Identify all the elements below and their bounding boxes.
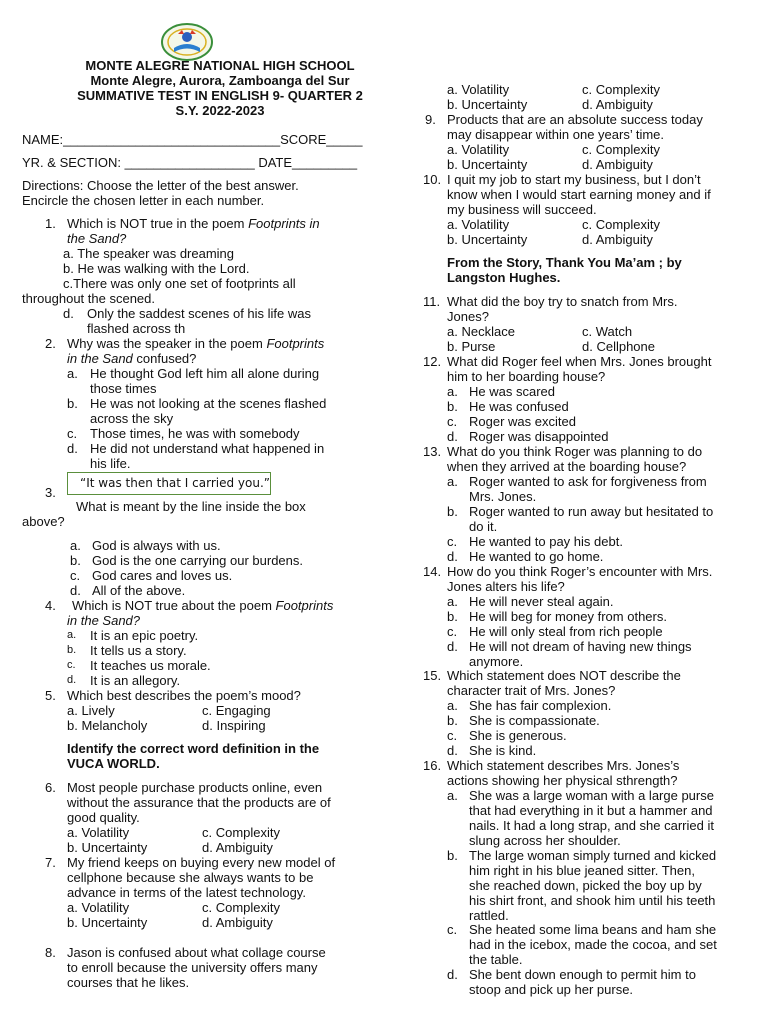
choice-letter: d. bbox=[70, 583, 81, 598]
choice-c[interactable]: c. Complexity bbox=[202, 900, 281, 915]
choice-letter: d. bbox=[447, 743, 458, 758]
question-text: to enroll because the university offers many bbox=[67, 960, 318, 975]
choice-d[interactable]: It is an allegory. bbox=[90, 673, 181, 688]
choice-a[interactable]: a. Lively bbox=[67, 703, 115, 718]
choice-letter: d. bbox=[447, 967, 458, 982]
question-text: Jones? bbox=[447, 309, 489, 324]
question-text: Which best describes the poem’s mood? bbox=[67, 688, 301, 703]
question-text: know when I would start earning money and if bbox=[447, 187, 711, 202]
choice-letter: c. bbox=[67, 426, 78, 441]
choice-a[interactable]: those times bbox=[90, 381, 157, 396]
choice-b[interactable]: b. Uncertainty bbox=[67, 840, 148, 855]
choice-c[interactable]: had in the icebox, made the cocoa, and set bbox=[469, 937, 717, 952]
choice-a[interactable]: nails. It had a long strap, and she carried it bbox=[469, 818, 714, 833]
question-text: character trait of Mrs. Jones? bbox=[447, 683, 616, 698]
choice-b[interactable]: rattled. bbox=[469, 908, 509, 923]
question-number: 13. bbox=[423, 444, 442, 459]
choice-b[interactable]: across the sky bbox=[90, 411, 174, 426]
choice-d[interactable]: All of the above. bbox=[92, 583, 186, 598]
choice-d[interactable]: She is kind. bbox=[469, 743, 537, 758]
question-number: 14. bbox=[423, 564, 442, 579]
question-text: courses that he likes. bbox=[67, 975, 190, 990]
choice-letter: a. bbox=[447, 474, 458, 489]
choice-a[interactable]: a. Volatility bbox=[67, 825, 130, 840]
choice-c[interactable]: c. Complexity bbox=[202, 825, 281, 840]
question-text: Which is NOT true in the poem Footprints in bbox=[67, 216, 320, 231]
question-number: 4. bbox=[45, 598, 56, 613]
choice-letter: d. bbox=[63, 306, 74, 321]
choice-b[interactable]: It tells us a story. bbox=[90, 643, 187, 658]
directions-line: Directions: Choose the letter of the best answer. bbox=[22, 178, 299, 193]
choice-letter: c. bbox=[447, 534, 458, 549]
choice-b[interactable]: He was confused bbox=[469, 399, 569, 414]
choice-b[interactable]: Roger wanted to run away but hesitated to bbox=[469, 504, 714, 519]
choice-d[interactable]: d. Ambiguity bbox=[202, 915, 273, 930]
choice-c[interactable]: Roger was excited bbox=[469, 414, 576, 429]
question-text: Why was the speaker in the poem Footprints bbox=[67, 336, 325, 351]
choice-a[interactable]: He thought God left him all alone during bbox=[90, 366, 320, 381]
choice-a[interactable]: Mrs. Jones. bbox=[469, 489, 537, 504]
question-text: What did the boy try to snatch from Mrs. bbox=[447, 294, 678, 309]
choice-d[interactable]: d. Ambiguity bbox=[202, 840, 273, 855]
choice-b[interactable]: him right in his blue jeaned sitter. Then, bbox=[469, 863, 695, 878]
choice-a[interactable]: He will never steal again. bbox=[469, 594, 614, 609]
question-text: Which statement describes Mrs. Jones’s bbox=[447, 758, 680, 773]
choice-d[interactable]: He wanted to go home. bbox=[469, 549, 604, 564]
question-text: Products that are an absolute success today bbox=[447, 112, 703, 127]
choice-a[interactable]: She was a large woman with a large purse bbox=[469, 788, 714, 803]
test-title: SUMMATIVE TEST IN ENGLISH 9- QUARTER 2 bbox=[77, 88, 363, 103]
choice-a[interactable]: that had everything in it but a hammer and bbox=[469, 803, 713, 818]
choice-letter: c. bbox=[70, 568, 81, 583]
choice-c[interactable]: It teaches us morale. bbox=[90, 658, 211, 673]
school-address: Monte Alegre, Aurora, Zamboanga del Sur bbox=[90, 73, 350, 88]
choice-d[interactable]: anymore. bbox=[469, 654, 524, 669]
question-text: Jones alters his life? bbox=[447, 579, 565, 594]
question-text: How do you think Roger’s encounter with Mrs. bbox=[447, 564, 713, 579]
choice-letter: a. bbox=[67, 629, 77, 641]
choice-letter: b. bbox=[447, 504, 458, 519]
question-number: 3. bbox=[45, 485, 56, 500]
question-number: 2. bbox=[45, 336, 56, 351]
question-number: 10. bbox=[423, 172, 442, 187]
choice-b[interactable]: she reached down, picked the boy up by bbox=[469, 878, 702, 893]
choice-letter: d. bbox=[67, 674, 77, 686]
choice-c[interactable]: She is generous. bbox=[469, 728, 567, 743]
choice-a[interactable]: a. Volatility bbox=[67, 900, 130, 915]
question-number: 7. bbox=[45, 855, 56, 870]
question-text: Which statement does NOT describe the bbox=[447, 668, 681, 683]
question-text: the Sand? bbox=[67, 231, 127, 246]
choice-letter: b. bbox=[447, 848, 458, 863]
choice-d[interactable]: d. Ambiguity bbox=[582, 157, 653, 172]
choice-letter: c. bbox=[447, 728, 458, 743]
section-date-line[interactable]: YR. & SECTION: __________________ DATE_________ bbox=[22, 155, 358, 170]
choice-letter: a. bbox=[67, 366, 78, 381]
question-text: in the Sand confused? bbox=[67, 351, 197, 366]
choice-c[interactable]: c. Complexity bbox=[582, 142, 661, 157]
choice-letter: a. bbox=[447, 384, 458, 399]
choice-letter: b. bbox=[70, 553, 81, 568]
choice-c[interactable]: Those times, he was with somebody bbox=[90, 426, 300, 441]
choice-c[interactable]: c. Complexity bbox=[582, 217, 661, 232]
choice-d[interactable]: d. Inspiring bbox=[202, 718, 266, 733]
choice-b[interactable]: b. Melancholy bbox=[67, 718, 148, 733]
choice-d[interactable]: d. Ambiguity bbox=[582, 97, 653, 112]
question-text: above? bbox=[22, 514, 65, 529]
choice-letter: d. bbox=[447, 549, 458, 564]
choice-b[interactable]: do it. bbox=[469, 519, 498, 534]
choice-letter: a. bbox=[447, 594, 458, 609]
choice-b[interactable]: b. Uncertainty bbox=[447, 232, 528, 247]
question-number: 16. bbox=[423, 758, 442, 773]
choice-b[interactable]: God is the one carrying our burdens. bbox=[92, 553, 304, 568]
choice-a[interactable]: a. Volatility bbox=[447, 142, 510, 157]
choice-letter: c. bbox=[67, 659, 76, 671]
choice-a[interactable]: a. Volatility bbox=[447, 217, 510, 232]
choice-c[interactable]: c.There was only one set of footprints all bbox=[63, 276, 296, 291]
choice-c[interactable]: c. Watch bbox=[582, 324, 633, 339]
choice-b[interactable]: b. He was walking with the Lord. bbox=[63, 261, 250, 276]
question-number: 6. bbox=[45, 780, 56, 795]
choice-b[interactable]: The large woman simply turned and kicked bbox=[469, 848, 717, 863]
question-number: 1. bbox=[45, 216, 56, 231]
question-text: actions showing her physical sthrength? bbox=[447, 773, 678, 788]
choice-letter: b. bbox=[67, 644, 77, 656]
choice-b[interactable]: b. Uncertainty bbox=[447, 157, 528, 172]
choice-letter: d. bbox=[67, 441, 78, 456]
question-number: 5. bbox=[45, 688, 56, 703]
choice-letter: b. bbox=[67, 396, 78, 411]
choice-d[interactable]: Roger was disappointed bbox=[469, 429, 609, 444]
question-text: in the Sand? bbox=[67, 613, 141, 628]
choice-c[interactable]: He wanted to pay his debt. bbox=[469, 534, 623, 549]
question-text: Which is NOT true about the poem Footprints bbox=[72, 598, 334, 613]
choice-a[interactable]: Roger wanted to ask for forgiveness from bbox=[469, 474, 707, 489]
question-number: 11. bbox=[423, 294, 441, 309]
choice-a[interactable]: It is an epic poetry. bbox=[90, 628, 199, 643]
choice-b[interactable]: b. Uncertainty bbox=[447, 97, 528, 112]
choice-d[interactable]: d. Cellphone bbox=[582, 339, 655, 354]
choice-d[interactable]: He did not understand what happened in bbox=[90, 441, 325, 456]
section-heading: VUCA WORLD. bbox=[67, 756, 160, 771]
school-name: MONTE ALEGRE NATIONAL HIGH SCHOOL bbox=[85, 58, 355, 73]
choice-letter: a. bbox=[70, 538, 81, 553]
choice-letter: b. bbox=[447, 399, 458, 414]
question-text: when they arrived at the boarding house? bbox=[447, 459, 687, 474]
question-text: advance in terms of the latest technology. bbox=[67, 885, 306, 900]
question-text: without the assurance that the products are of bbox=[67, 795, 331, 810]
choice-letter: a. bbox=[447, 698, 458, 713]
question-text: cellphone because she always wants to be bbox=[67, 870, 314, 885]
choice-d[interactable]: Only the saddest scenes of his life was bbox=[87, 306, 312, 321]
choice-c[interactable]: c. Engaging bbox=[202, 703, 271, 718]
question-number: 8. bbox=[45, 945, 56, 960]
directions-line: Encircle the chosen letter in each number. bbox=[22, 193, 265, 208]
question-number: 9. bbox=[425, 112, 436, 127]
choice-d[interactable]: d. Ambiguity bbox=[582, 232, 653, 247]
choice-b[interactable]: He was not looking at the scenes flashed bbox=[90, 396, 327, 411]
choice-a[interactable]: a. The speaker was dreaming bbox=[63, 246, 235, 261]
question-number: 12. bbox=[423, 354, 442, 369]
question-text: What is meant by the line inside the box bbox=[76, 499, 306, 514]
quote-box: “It was then that I carried you.” bbox=[67, 472, 271, 495]
section-heading: Langston Hughes. bbox=[447, 270, 561, 285]
choice-b[interactable]: He will beg for money from others. bbox=[469, 609, 667, 624]
choice-a[interactable]: God is always with us. bbox=[92, 538, 221, 553]
choice-d[interactable]: He will not dream of having new things bbox=[469, 639, 692, 654]
section-heading: From the Story, Thank You Ma’am ; by bbox=[447, 255, 682, 270]
choice-b[interactable]: b. Purse bbox=[447, 339, 496, 354]
question-number: 15. bbox=[423, 668, 442, 683]
choice-b[interactable]: b. Uncertainty bbox=[67, 915, 148, 930]
choice-letter: a. bbox=[447, 788, 458, 803]
choice-letter: d. bbox=[447, 639, 458, 654]
choice-d[interactable]: stoop and pick up her purse. bbox=[469, 982, 634, 997]
question-text: What did Roger feel when Mrs. Jones brought bbox=[447, 354, 712, 369]
choice-c[interactable]: He will only steal from rich people bbox=[469, 624, 663, 639]
question-text: him to her boarding house? bbox=[447, 369, 606, 384]
question-text: Jason is confused about what collage course bbox=[67, 945, 326, 960]
name-score-line[interactable]: NAME:______________________________SCORE_____ bbox=[22, 132, 363, 147]
choice-a[interactable]: a. Necklace bbox=[447, 324, 515, 339]
choice-d[interactable]: flashed across th bbox=[87, 321, 186, 336]
question-text: my business will succeed. bbox=[447, 202, 597, 217]
choice-c[interactable]: c. Complexity bbox=[582, 82, 661, 97]
section-heading: Identify the correct word definition in the bbox=[67, 741, 320, 756]
choice-d[interactable]: his life. bbox=[90, 456, 131, 471]
question-text: What do you think Roger was planning to do bbox=[447, 444, 703, 459]
choice-a[interactable]: a. Volatility bbox=[447, 82, 510, 97]
choice-letter: b. bbox=[447, 609, 458, 624]
school-year: S.Y. 2022-2023 bbox=[175, 103, 265, 118]
choice-letter: c. bbox=[447, 922, 458, 937]
choice-letter: c. bbox=[447, 414, 458, 429]
choice-a[interactable]: slung across her shoulder. bbox=[469, 833, 621, 848]
choice-c[interactable]: God cares and loves us. bbox=[92, 568, 233, 583]
question-text: Most people purchase products online, even bbox=[67, 780, 323, 795]
question-text: I quit my job to start my business, but I don’t bbox=[447, 172, 701, 187]
question-text: My friend keeps on buying every new model of bbox=[67, 855, 336, 870]
choice-a[interactable]: She has fair complexion. bbox=[469, 698, 612, 713]
choice-c[interactable]: the table. bbox=[469, 952, 523, 967]
choice-b[interactable]: his shirt front, and shook him until his teeth bbox=[469, 893, 716, 908]
choice-letter: b. bbox=[447, 713, 458, 728]
choice-b[interactable]: She is compassionate. bbox=[469, 713, 600, 728]
question-text: good quality. bbox=[67, 810, 140, 825]
choice-letter: c. bbox=[447, 624, 458, 639]
question-text: may disappear within one years’ time. bbox=[447, 127, 665, 142]
choice-letter: d. bbox=[447, 429, 458, 444]
choice-a[interactable]: He was scared bbox=[469, 384, 555, 399]
choice-c[interactable]: She heated some lima beans and ham she bbox=[469, 922, 717, 937]
choice-d[interactable]: She bent down enough to permit him to bbox=[469, 967, 696, 982]
choice-c[interactable]: throughout the scened. bbox=[22, 291, 155, 306]
school-seal-icon bbox=[160, 22, 214, 62]
